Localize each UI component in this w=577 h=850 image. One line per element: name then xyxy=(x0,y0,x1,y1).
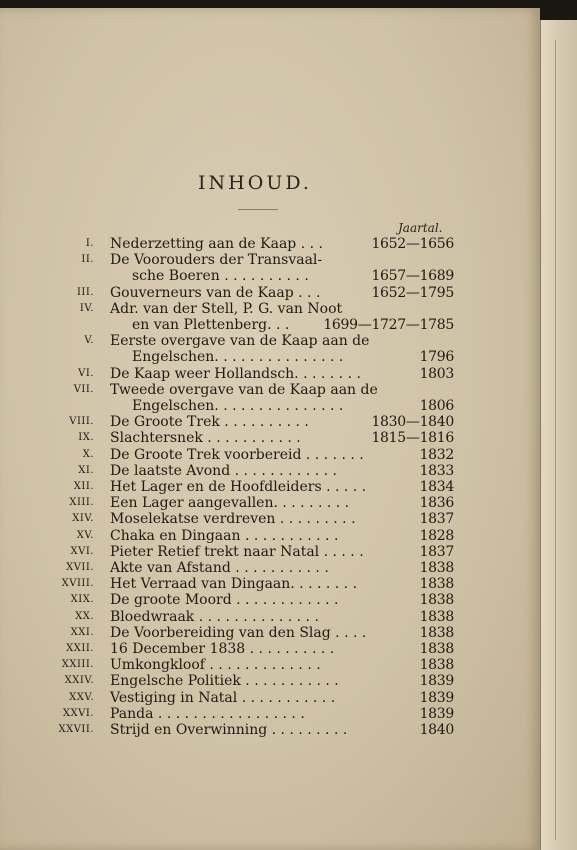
chapter-title: Slachtersnek . . . . . . . . . . . xyxy=(110,430,301,447)
chapter-year: 1652—1795 xyxy=(371,284,454,301)
toc-entry-line xyxy=(0,706,540,723)
chapter-number: XVI. xyxy=(70,545,94,557)
toc-entry-line xyxy=(0,544,540,561)
chapter-title: Strijd en Overwinning . . . . . . . . . xyxy=(110,722,348,738)
chapter-year: 1657—1689 xyxy=(371,268,454,285)
chapter-number: II. xyxy=(81,254,94,266)
chapter-number: XII. xyxy=(73,481,94,492)
chapter-year: 1839 xyxy=(419,689,454,706)
chapter-number: XXI. xyxy=(70,626,94,638)
chapter-number: XVIII. xyxy=(61,578,94,590)
toc-entry-line xyxy=(0,430,540,447)
chapter-year: 1828 xyxy=(419,527,454,544)
chapter-number: X. xyxy=(82,448,94,460)
toc-entry-line xyxy=(0,511,540,528)
chapter-year: 1833 xyxy=(419,462,454,479)
chapter-year: 1834 xyxy=(419,479,454,495)
chapter-title: Gouverneurs van de Kaap . . . xyxy=(110,284,321,301)
chapter-title: De Kaap weer Hollandsch. . . . . . . . xyxy=(110,365,361,382)
chapter-title: Eerste overgave van de Kaap aan de xyxy=(110,333,370,350)
chapter-title: De Voorbereiding van den Slag . . . . xyxy=(110,624,367,641)
toc-entry-line xyxy=(0,333,540,350)
toc-entry-line xyxy=(0,285,540,302)
chapter-year: 1699—1727—1785 xyxy=(323,317,454,333)
toc-entry-line xyxy=(0,447,540,464)
chapter-number: XV. xyxy=(76,529,94,541)
toc-entry-line xyxy=(0,495,540,512)
toc-entry-line xyxy=(0,382,540,399)
page-fold-line xyxy=(555,40,556,840)
chapter-number: XI. xyxy=(78,464,94,476)
chapter-number: VIII. xyxy=(69,416,94,428)
chapter-year: 1838 xyxy=(419,641,454,657)
chapter-number: XVII. xyxy=(66,562,94,573)
chapter-title: Panda . . . . . . . . . . . . . . . . . xyxy=(110,705,305,722)
chapter-number: XXIII. xyxy=(61,659,94,671)
chapter-title: Tweede overgave van de Kaap aan de xyxy=(110,381,378,398)
toc-entry-line xyxy=(0,236,540,253)
toc-entry-line xyxy=(0,398,540,415)
chapter-year: 1830—1840 xyxy=(371,414,454,431)
chapter-number: VII. xyxy=(73,383,94,395)
chapter-year: 1838 xyxy=(419,608,454,625)
chapter-title: Akte van Afstand . . . . . . . . . . . xyxy=(110,560,329,576)
toc-entry-line xyxy=(0,268,540,285)
chapter-number: XIII. xyxy=(69,497,94,509)
toc-entry-line xyxy=(0,366,540,383)
chapter-number: XXIV. xyxy=(64,675,94,687)
chapter-year: 1838 xyxy=(419,624,454,641)
chapter-title: Engelschen. . . . . . . . . . . . . . . xyxy=(132,349,344,366)
toc-entry-line xyxy=(0,576,540,593)
toc-entry-line xyxy=(0,252,540,269)
chapter-title: Pieter Retief trekt naar Natal . . . . . xyxy=(110,543,364,560)
toc-entry-line xyxy=(0,528,540,545)
chapter-year: 1837 xyxy=(419,511,454,528)
chapter-number: I. xyxy=(85,238,94,249)
chapter-title: Engelsche Politiek . . . . . . . . . . . xyxy=(110,673,339,690)
chapter-year: 1839 xyxy=(419,673,454,690)
chapter-year: 1832 xyxy=(419,446,454,463)
chapter-title: Een Lager aangevallen. . . . . . . . . xyxy=(110,495,350,512)
chapter-title: Adr. van der Stell, P. G. van Noot xyxy=(110,300,343,317)
chapter-year: 1652—1656 xyxy=(371,236,454,252)
chapter-title: Het Verraad van Dingaan. . . . . . . . xyxy=(110,576,358,593)
chapter-title: Het Lager en de Hoofdleiders . . . . . xyxy=(110,479,367,495)
chapter-title: Engelschen. . . . . . . . . . . . . . . xyxy=(132,398,344,414)
chapter-title: Vestiging in Natal . . . . . . . . . . . xyxy=(110,689,336,706)
chapter-number: XIX. xyxy=(70,594,94,606)
chapter-number: VI. xyxy=(78,367,94,379)
chapter-number: XXVI. xyxy=(62,707,94,719)
chapter-title: De groote Moord . . . . . . . . . . . . xyxy=(110,592,339,609)
title-divider xyxy=(238,209,278,210)
chapter-year: 1839 xyxy=(419,705,454,722)
toc-entry-line xyxy=(0,349,540,366)
chapter-number: V. xyxy=(84,335,94,347)
toc-entry-line xyxy=(0,673,540,690)
chapter-year: 1838 xyxy=(419,592,454,609)
toc-entry-line xyxy=(0,463,540,480)
chapter-number: XXV. xyxy=(69,691,94,703)
chapter-title: Chaka en Dingaan . . . . . . . . . . . xyxy=(110,527,339,544)
chapter-number: XXVII. xyxy=(58,724,94,735)
chapter-year: 1796 xyxy=(419,349,454,366)
chapter-title: Bloedwraak . . . . . . . . . . . . . . xyxy=(110,608,319,625)
toc-entry-line xyxy=(0,301,540,318)
chapter-year: 1815—1816 xyxy=(371,430,454,447)
chapter-title: en van Plettenberg. . . xyxy=(132,317,290,333)
toc-entry-line xyxy=(0,560,540,577)
chapter-year: 1838 xyxy=(419,560,454,576)
chapter-number: XXII. xyxy=(66,643,94,654)
toc-entry-line xyxy=(0,414,540,431)
chapter-year: 1838 xyxy=(419,657,454,674)
chapter-title: Moselekatse verdreven . . . . . . . . . xyxy=(110,511,356,528)
toc-entry-line xyxy=(0,690,540,707)
toc-entry-line xyxy=(0,317,540,334)
chapter-title: Umkongkloof . . . . . . . . . . . . . xyxy=(110,657,321,674)
chapter-title: De Groote Trek . . . . . . . . . . xyxy=(110,414,309,431)
chapter-year: 1838 xyxy=(419,576,454,593)
chapter-number: IX. xyxy=(78,432,94,444)
chapter-year: 1806 xyxy=(419,398,454,414)
chapter-title: De Groote Trek voorbereid . . . . . . . xyxy=(110,446,364,463)
chapter-title: De laatste Avond . . . . . . . . . . . . xyxy=(110,462,337,479)
chapter-number: XX. xyxy=(75,610,94,622)
chapter-number: IV. xyxy=(79,302,94,314)
chapter-year: 1837 xyxy=(419,543,454,560)
toc-entry-line xyxy=(0,641,540,658)
toc-entry-line xyxy=(0,657,540,674)
year-column-header: Jaartal. xyxy=(398,221,443,235)
chapter-title: sche Boeren . . . . . . . . . . xyxy=(132,268,309,285)
chapter-year: 1840 xyxy=(419,722,454,738)
chapter-year: 1803 xyxy=(419,365,454,382)
toc-entry-line xyxy=(0,592,540,609)
chapter-year: 1836 xyxy=(419,495,454,512)
toc-entry-line xyxy=(0,722,540,739)
toc-entry-line xyxy=(0,479,540,496)
page-edge xyxy=(540,20,577,850)
chapter-title: De Voorouders der Transvaal- xyxy=(110,252,323,269)
chapter-title: 16 December 1838 . . . . . . . . . . xyxy=(110,641,335,657)
chapter-number: III. xyxy=(76,286,94,298)
toc-entry-line xyxy=(0,609,540,626)
page-title: INHOUD. xyxy=(198,172,312,194)
toc-entry-line xyxy=(0,625,540,642)
chapter-number: XIV. xyxy=(72,513,94,525)
chapter-title: Nederzetting aan de Kaap . . . xyxy=(110,236,323,252)
